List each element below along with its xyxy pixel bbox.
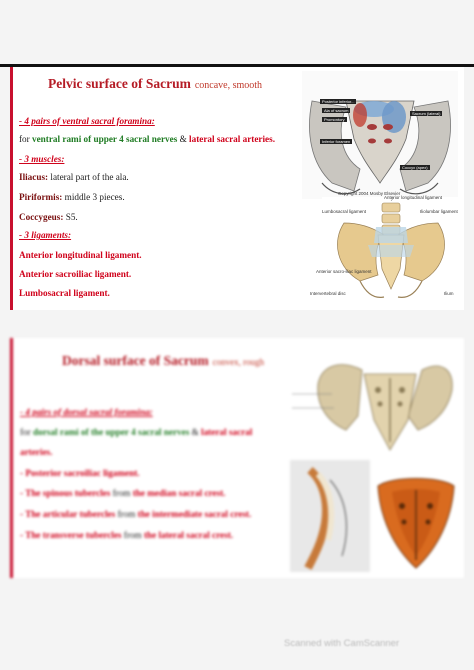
piriformis-text: middle 3 pieces. [62, 192, 125, 202]
pelvis-ligaments-figure [310, 195, 460, 307]
fig1-label-4: Sacrum (lateral) [412, 111, 441, 116]
foramina-line [19, 133, 275, 145]
item-2-b: from [112, 488, 133, 498]
coccygeus-label: Coccygeus: [19, 212, 64, 222]
fig1-label-2: Ala of sacrum [324, 108, 349, 113]
dorsal-item-3 [20, 508, 251, 520]
sacrum-pelvic-illustration [302, 71, 458, 199]
title-main: Pelvic surface of Sacrum [48, 76, 191, 91]
slide-title [48, 75, 262, 93]
foramina-line [20, 426, 252, 438]
foramina-prefix: for [20, 427, 34, 437]
sacrum-dorsal-colored-illustration [372, 468, 460, 572]
foramina-prefix: for [19, 134, 33, 144]
title-subtitle: concave, smooth [194, 80, 263, 91]
sacrum-dorsal-colored-figure [372, 468, 460, 572]
dorsal-item-1: - Posterior sacroiliac ligament. [20, 468, 140, 478]
foramina-arteries: lateral sacral arteries. [189, 134, 276, 144]
item-3-b: from [117, 509, 138, 519]
slide-left-border [10, 67, 13, 310]
fig1-caption: Copyright 2004 Mosby Elsevier [338, 191, 401, 196]
foramina-nerves: dorsal rami of the upper 4 sacral nerves [33, 427, 190, 437]
item-2-c: the median sacral crest. [132, 488, 226, 498]
fig2-label-lumbosacral: Lumbosacral ligament [322, 209, 367, 214]
sacrum-pelvic-surface-figure [302, 71, 458, 199]
foramina-heading: - 4 pairs of dorsal sacral foramina: [20, 407, 153, 417]
muscle-coccygeus [19, 211, 78, 223]
ligament-item-2: Anterior sacroiliac ligament. [19, 269, 132, 279]
foramina-line-cont: arteries. [20, 447, 53, 457]
piriformis-label: Piriformis: [19, 192, 63, 202]
foramina-heading: - 4 pairs of ventral sacral foramina: [19, 116, 155, 126]
muscle-iliacus [19, 171, 129, 183]
foramina-arteries: lateral sacral [201, 427, 253, 437]
ligament-item-1: Anterior longitudinal ligament. [19, 250, 142, 260]
dorsal-item-2 [20, 487, 225, 499]
fig2-label-intervertebral-disc: Intervertebral disc [310, 291, 346, 296]
fig1-label-5: Inferior foramen [322, 139, 351, 144]
item-4-c: the lateral sacral crest. [143, 530, 234, 540]
ligament-item-3: Lumbosacral ligament. [19, 288, 110, 298]
fig1-label-3: Promontory [324, 117, 345, 122]
slide-pelvic-surface [10, 67, 464, 310]
foramina-amp: & [189, 427, 202, 437]
sacrum-dorsal-figure [282, 350, 458, 460]
sacrum-lateral-figure [290, 460, 370, 572]
item-2-a: - The spinous tubercles [20, 488, 113, 498]
slide-dorsal-surface [10, 338, 464, 578]
item-3-a: - The articular tubercles [20, 509, 118, 519]
muscle-piriformis [19, 191, 125, 203]
muscles-heading: - 3 muscles: [19, 154, 65, 164]
item-4-b: from [123, 530, 144, 540]
foramina-nerves: ventral rami of upper 4 sacral nerves [32, 134, 178, 144]
ligaments-heading: - 3 ligaments: [19, 230, 72, 240]
fig1-label-1: Posterior inferior... [322, 99, 355, 104]
item-3-c: the intermediate sacral crest. [137, 509, 252, 519]
sacrum-dorsal-illustration [282, 350, 458, 460]
iliacus-label: Iliacus: [19, 172, 49, 182]
title-main: Dorsal surface of Sacrum [62, 353, 209, 368]
fig2-label-ilium: Ilium [444, 291, 454, 296]
slide-title [62, 352, 264, 370]
slide-left-border [10, 338, 13, 578]
fig2-label-anterior-longitudinal: Anterior longitudinal ligament [384, 195, 443, 200]
fig1-label-6: Coccyx (apex) [402, 165, 428, 170]
fig2-label-iliolumbar: Iliolumbar ligament [420, 209, 458, 214]
foramina-amp: & [177, 134, 190, 144]
fig2-label-anterior-sacroiliac: Anterior sacro-iliac ligament [316, 269, 372, 274]
iliacus-text: lateral part of the ala. [48, 172, 129, 182]
scanner-watermark: Scanned with CamScanner [284, 638, 400, 649]
coccygeus-text: S5. [63, 212, 78, 222]
title-subtitle: convex, rough [212, 357, 265, 367]
sacrum-lateral-illustration [290, 460, 370, 572]
dorsal-item-4 [20, 529, 233, 541]
item-4-a: - The transverse tubercles [20, 530, 124, 540]
